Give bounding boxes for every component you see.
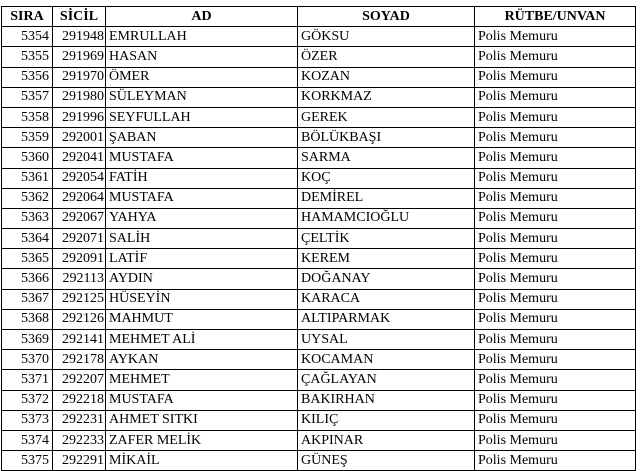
table-row	[2, 350, 636, 370]
cell-soyad: KEREM	[298, 249, 475, 269]
cell-sicil: 291980	[53, 87, 106, 107]
cell-soyad: KOÇ	[298, 168, 475, 188]
cell-sira: 5364	[2, 229, 53, 249]
cell-ad: ŞABAN	[106, 128, 298, 148]
cell-soyad: BAKIRHAN	[298, 390, 475, 410]
cell-ad: FATİH	[106, 168, 298, 188]
cell-sira: 5370	[2, 350, 53, 370]
cell-soyad: ALTIPARMAK	[298, 309, 475, 329]
cell-sira: 5363	[2, 208, 53, 228]
cell-soyad: KARACA	[298, 289, 475, 309]
cell-ad: MUSTAFA	[106, 148, 298, 168]
cell-rutbe: Polis Memuru	[475, 289, 636, 309]
cell-sira: 5372	[2, 390, 53, 410]
table-row	[2, 451, 636, 471]
cell-soyad: KOZAN	[298, 67, 475, 87]
cell-sicil: 292207	[53, 370, 106, 390]
cell-soyad: AKPINAR	[298, 430, 475, 450]
cell-sira: 5367	[2, 289, 53, 309]
cell-soyad: BÖLÜKBAŞI	[298, 128, 475, 148]
cell-soyad: ÇELTİK	[298, 229, 475, 249]
cell-sira: 5369	[2, 330, 53, 350]
cell-rutbe: Polis Memuru	[475, 87, 636, 107]
cell-rutbe: Polis Memuru	[475, 168, 636, 188]
cell-sicil: 292071	[53, 229, 106, 249]
cell-rutbe: Polis Memuru	[475, 188, 636, 208]
cell-sira: 5365	[2, 249, 53, 269]
cell-rutbe: Polis Memuru	[475, 370, 636, 390]
header-sira: SIRA	[2, 7, 53, 27]
cell-ad: MEHMET	[106, 370, 298, 390]
table-row	[2, 128, 636, 148]
table-row	[2, 87, 636, 107]
cell-sicil: 292001	[53, 128, 106, 148]
cell-ad: YAHYA	[106, 208, 298, 228]
cell-sicil: 292231	[53, 410, 106, 430]
cell-ad: HÜSEYİN	[106, 289, 298, 309]
table-row	[2, 410, 636, 430]
cell-sira: 5355	[2, 47, 53, 67]
cell-sira: 5373	[2, 410, 53, 430]
cell-rutbe: Polis Memuru	[475, 350, 636, 370]
cell-ad: AHMET SITKI	[106, 410, 298, 430]
cell-rutbe: Polis Memuru	[475, 430, 636, 450]
header-row	[2, 7, 636, 27]
cell-sicil: 292054	[53, 168, 106, 188]
cell-sira: 5354	[2, 27, 53, 47]
cell-rutbe: Polis Memuru	[475, 249, 636, 269]
cell-rutbe: Polis Memuru	[475, 330, 636, 350]
cell-rutbe: Polis Memuru	[475, 208, 636, 228]
cell-sicil: 291969	[53, 47, 106, 67]
cell-ad: MİKAİL	[106, 451, 298, 471]
cell-ad: HASAN	[106, 47, 298, 67]
cell-rutbe: Polis Memuru	[475, 67, 636, 87]
cell-rutbe: Polis Memuru	[475, 390, 636, 410]
cell-rutbe: Polis Memuru	[475, 27, 636, 47]
cell-soyad: GÖKSU	[298, 27, 475, 47]
cell-ad: AYDIN	[106, 269, 298, 289]
cell-sicil: 292233	[53, 430, 106, 450]
cell-sira: 5358	[2, 107, 53, 127]
cell-soyad: ÇAĞLAYAN	[298, 370, 475, 390]
cell-sicil: 291996	[53, 107, 106, 127]
cell-ad: SALİH	[106, 229, 298, 249]
cell-soyad: HAMAMCIOĞLU	[298, 208, 475, 228]
cell-rutbe: Polis Memuru	[475, 269, 636, 289]
cell-rutbe: Polis Memuru	[475, 107, 636, 127]
cell-sira: 5357	[2, 87, 53, 107]
cell-sicil: 292291	[53, 451, 106, 471]
cell-ad: SEYFULLAH	[106, 107, 298, 127]
table-row	[2, 27, 636, 47]
cell-sicil: 291948	[53, 27, 106, 47]
table-row	[2, 107, 636, 127]
table-row	[2, 208, 636, 228]
cell-sicil: 292091	[53, 249, 106, 269]
cell-ad: MUSTAFA	[106, 390, 298, 410]
header-sicil: SİCİL	[53, 7, 106, 27]
header-soyad: SOYAD	[298, 7, 475, 27]
table-body	[2, 27, 636, 471]
cell-soyad: DOĞANAY	[298, 269, 475, 289]
cell-sira: 5374	[2, 430, 53, 450]
cell-sicil: 292141	[53, 330, 106, 350]
cell-ad: MAHMUT	[106, 309, 298, 329]
cell-ad: ZAFER MELİK	[106, 430, 298, 450]
table-row	[2, 229, 636, 249]
cell-sira: 5366	[2, 269, 53, 289]
cell-rutbe: Polis Memuru	[475, 410, 636, 430]
table-row	[2, 269, 636, 289]
cell-sicil: 292218	[53, 390, 106, 410]
table-row	[2, 148, 636, 168]
cell-sicil: 292125	[53, 289, 106, 309]
personnel-table	[1, 6, 636, 471]
cell-rutbe: Polis Memuru	[475, 148, 636, 168]
table-row	[2, 370, 636, 390]
table-row	[2, 47, 636, 67]
cell-soyad: KOCAMAN	[298, 350, 475, 370]
cell-sicil: 291970	[53, 67, 106, 87]
cell-ad: SÜLEYMAN	[106, 87, 298, 107]
table-row	[2, 390, 636, 410]
cell-sira: 5371	[2, 370, 53, 390]
cell-ad: EMRULLAH	[106, 27, 298, 47]
cell-rutbe: Polis Memuru	[475, 451, 636, 471]
cell-sicil: 292064	[53, 188, 106, 208]
cell-ad: MUSTAFA	[106, 188, 298, 208]
cell-sicil: 292041	[53, 148, 106, 168]
cell-sicil: 292113	[53, 269, 106, 289]
cell-sira: 5362	[2, 188, 53, 208]
cell-sicil: 292126	[53, 309, 106, 329]
cell-sira: 5361	[2, 168, 53, 188]
personnel-list-sheet	[1, 6, 635, 471]
cell-soyad: GÜNEŞ	[298, 451, 475, 471]
table-row	[2, 289, 636, 309]
table-row	[2, 249, 636, 269]
cell-sicil: 292178	[53, 350, 106, 370]
table-row	[2, 430, 636, 450]
cell-ad: ÖMER	[106, 67, 298, 87]
cell-ad: AYKAN	[106, 350, 298, 370]
cell-rutbe: Polis Memuru	[475, 47, 636, 67]
table-row	[2, 168, 636, 188]
cell-ad: MEHMET ALİ	[106, 330, 298, 350]
table-row	[2, 188, 636, 208]
table-row	[2, 67, 636, 87]
table-row	[2, 309, 636, 329]
cell-sira: 5360	[2, 148, 53, 168]
cell-sicil: 292067	[53, 208, 106, 228]
cell-rutbe: Polis Memuru	[475, 309, 636, 329]
cell-soyad: SARMA	[298, 148, 475, 168]
cell-rutbe: Polis Memuru	[475, 128, 636, 148]
cell-soyad: UYSAL	[298, 330, 475, 350]
cell-soyad: DEMİREL	[298, 188, 475, 208]
cell-ad: LATİF	[106, 249, 298, 269]
table-header	[2, 7, 636, 27]
cell-sira: 5375	[2, 451, 53, 471]
cell-soyad: KORKMAZ	[298, 87, 475, 107]
cell-soyad: GEREK	[298, 107, 475, 127]
cell-sira: 5359	[2, 128, 53, 148]
cell-sira: 5356	[2, 67, 53, 87]
header-rutbe: RÜTBE/UNVAN	[475, 7, 636, 27]
cell-sira: 5368	[2, 309, 53, 329]
cell-soyad: KILIÇ	[298, 410, 475, 430]
cell-soyad: ÖZER	[298, 47, 475, 67]
header-ad: AD	[106, 7, 298, 27]
cell-rutbe: Polis Memuru	[475, 229, 636, 249]
table-row	[2, 330, 636, 350]
